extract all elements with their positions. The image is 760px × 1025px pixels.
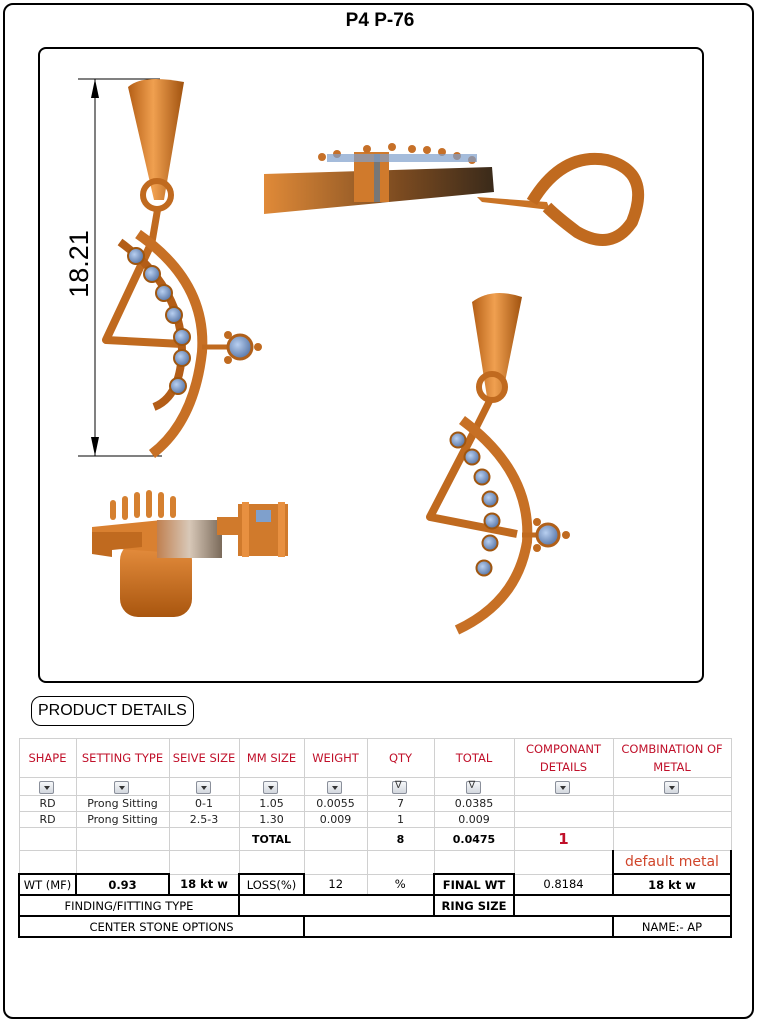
totals-total: 0.0475: [434, 828, 514, 851]
final-wt-value: 0.8184: [514, 874, 613, 895]
cell-componant: [514, 796, 613, 812]
metal-value: 18 kt w: [169, 874, 239, 895]
filter-dropdown-mm-size[interactable]: [263, 781, 278, 794]
finding-fitting-type-value: [239, 895, 434, 916]
cell-componant: [514, 812, 613, 828]
filter-dropdown-combination[interactable]: [664, 781, 679, 794]
filter-dropdown-componant[interactable]: [555, 781, 570, 794]
product-details-label: PRODUCT DETAILS: [31, 696, 194, 726]
col-header-combination-of-metal: COMBINATION OF METAL: [613, 739, 731, 778]
default-metal-text: default metal: [613, 851, 731, 875]
wt-mf-value: 0.93: [76, 874, 169, 895]
col-header-componant-details: COMPONANT DETAILS: [514, 739, 613, 778]
product-details-table: [18, 738, 732, 938]
filter-active-total[interactable]: [466, 781, 481, 794]
col-header-seive-size: SEIVE SIZE: [169, 739, 239, 778]
table-row: [19, 812, 731, 828]
cell-shape: RD: [19, 796, 76, 812]
cell-weight: 0.009: [304, 812, 367, 828]
top-view: [92, 490, 288, 617]
front-view: [64, 79, 262, 456]
cell-total: 0.009: [434, 812, 514, 828]
loss-value: 12: [304, 874, 367, 895]
dimension-label: 18.21: [64, 230, 94, 298]
totals-label: TOTAL: [239, 828, 304, 851]
col-header-shape: SHAPE: [19, 739, 76, 778]
default-metal-row: [19, 851, 731, 875]
cell-setting-type: Prong Sitting: [76, 796, 169, 812]
funnel-icon: ∇: [468, 779, 476, 791]
cell-combination: [613, 796, 731, 812]
table-row: [19, 796, 731, 812]
ring-size-value: [514, 895, 731, 916]
finding-row: [19, 895, 731, 916]
cell-qty: 7: [367, 796, 434, 812]
wt-mf-label: WT (MF): [19, 874, 76, 895]
filter-row: [19, 778, 731, 796]
totals-qty: 8: [367, 828, 434, 851]
filter-dropdown-weight[interactable]: [327, 781, 342, 794]
col-header-setting-type: SETTING TYPE: [76, 739, 169, 778]
filter-active-qty[interactable]: [392, 781, 407, 794]
weight-row: [19, 874, 731, 895]
cad-drawing-frame: [38, 47, 704, 683]
totals-componant: 1: [514, 828, 613, 851]
cell-seive-size: 2.5-3: [169, 812, 239, 828]
col-header-total: TOTAL: [434, 739, 514, 778]
cell-total: 0.0385: [434, 796, 514, 812]
funnel-icon: ∇: [395, 779, 402, 791]
finding-fitting-type-label: FINDING/FITTING TYPE: [19, 895, 239, 916]
side-view: [264, 143, 638, 240]
final-wt-label: FINAL WT: [434, 874, 514, 895]
ring-size-label: RING SIZE: [434, 895, 514, 916]
loss-unit: %: [367, 874, 434, 895]
cell-seive-size: 0-1: [169, 796, 239, 812]
cell-shape: RD: [19, 812, 76, 828]
cell-setting-type: Prong Sitting: [76, 812, 169, 828]
cell-combination: [613, 812, 731, 828]
center-stone-options-value: [304, 916, 613, 937]
col-header-mm-size: MM SIZE: [239, 739, 304, 778]
cell-weight: 0.0055: [304, 796, 367, 812]
cell-mm-size: 1.05: [239, 796, 304, 812]
filter-dropdown-seive-size[interactable]: [196, 781, 211, 794]
col-header-weight: WEIGHT: [304, 739, 367, 778]
loss-label: LOSS(%): [239, 874, 304, 895]
page-title: P4 P-76: [345, 10, 415, 31]
cell-mm-size: 1.30: [239, 812, 304, 828]
center-stone-row: [19, 916, 731, 937]
perspective-view: [430, 293, 570, 630]
filter-dropdown-setting-type[interactable]: [114, 781, 129, 794]
header-row: [19, 739, 731, 778]
name-field: NAME:- AP: [613, 916, 731, 937]
cell-qty: 1: [367, 812, 434, 828]
cad-drawing: [40, 49, 704, 683]
col-header-qty: QTY: [367, 739, 434, 778]
center-stone-options-label: CENTER STONE OPTIONS: [19, 916, 304, 937]
final-metal-value: 18 kt w: [613, 874, 731, 895]
filter-dropdown-shape[interactable]: [39, 781, 54, 794]
totals-row: [19, 828, 731, 851]
